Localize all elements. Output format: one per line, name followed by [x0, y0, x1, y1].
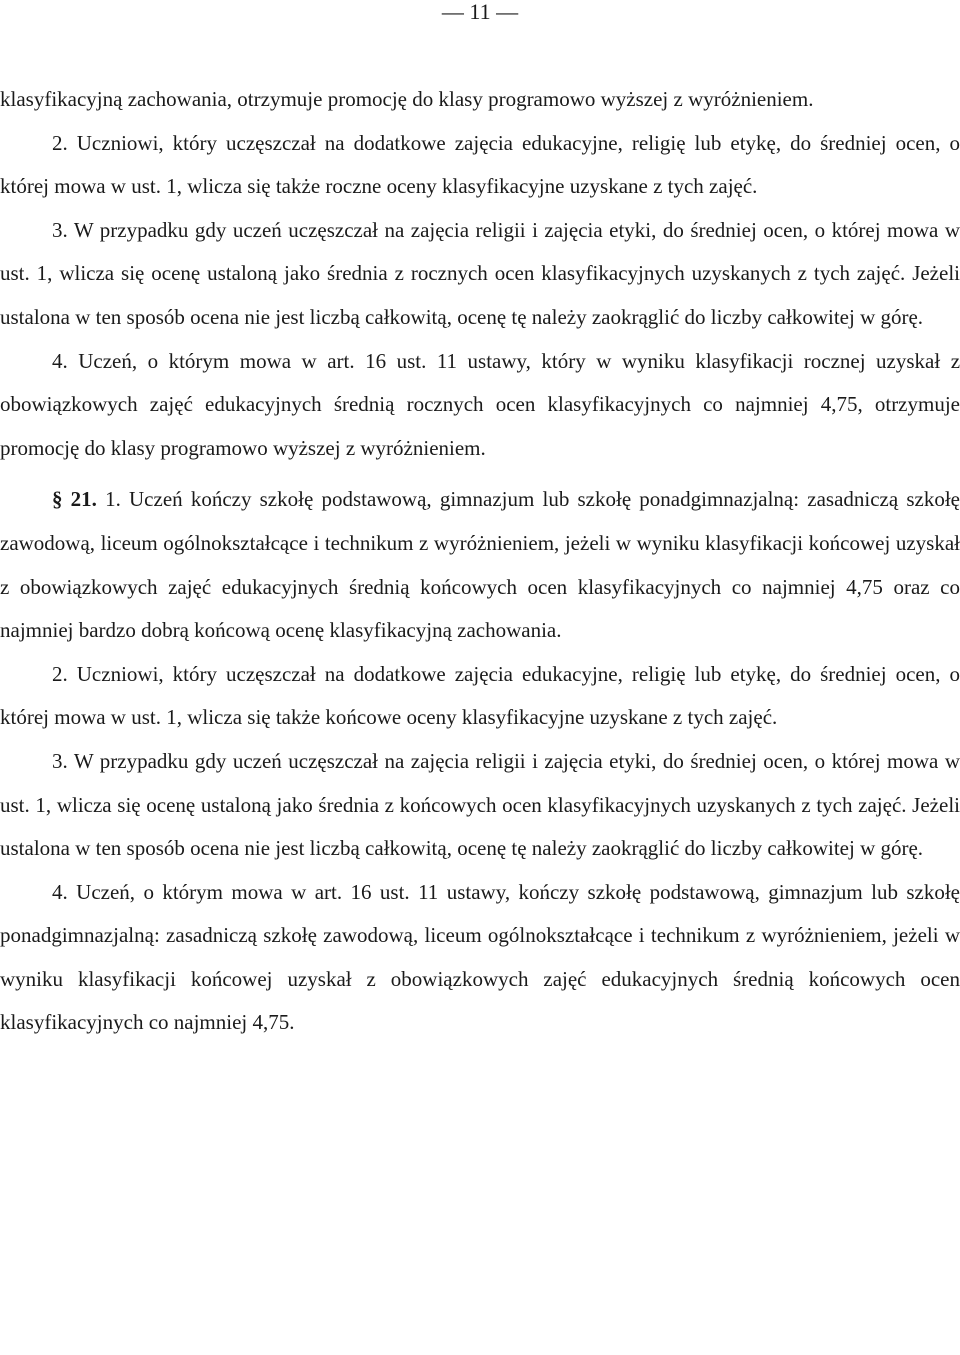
- paragraph-4: [0, 340, 960, 471]
- paragraph-number: 3.: [52, 217, 68, 242]
- paragraph-text: Uczeń, o którym mowa w art. 16 ust. 11 ustawy, kończy szkołę podstawową, gimnazjum lub szkołę ponadgimnazjalną: zasadniczą szkołę zawodową, liceum ogólnokształcące i technikum z wyróżnieniem, jeżeli w wyniku klasyfikacji końcowej uzyskał z obowiązkowych zajęć edukacyjnych średnią końcowych ocen klasyfikacyjnych co najmniej 4,75.: [0, 879, 960, 1035]
- paragraph-3: [0, 209, 960, 340]
- paragraph-number: 1.: [105, 487, 121, 512]
- paragraph-number: 4.: [52, 879, 68, 904]
- document-body: [0, 78, 960, 1045]
- section-21-paragraph-2: [0, 653, 960, 740]
- paragraph-text: Uczniowi, który uczęszczał na dodatkowe zajęcia edukacyjne, religię lub etykę, do średniej ocen, o której mowa w ust. 1, wlicza się także roczne oceny klasyfikacyjne uzyskane z tych zajęć.: [0, 130, 960, 199]
- section-21-paragraph-4: [0, 871, 960, 1045]
- paragraph-text: W przypadku gdy uczeń uczęszczał na zajęcia religii i zajęcia etyki, do średniej ocen, o której mowa w ust. 1, wlicza się ocenę ustaloną jako średnia z rocznych ocen klasyfikacyjnych uzyskanych z tych zajęć. Jeżeli ustalona w ten sposób ocena nie jest liczbą całkowitą, ocenę tę należy zaokrąglić do liczby całkowitej w górę.: [0, 217, 960, 329]
- paragraph-text: Uczeń kończy szkołę podstawową, gimnazjum lub szkołę ponadgimnazjalną: zasadniczą szkołę zawodową, liceum ogólnokształcące i technikum z wyróżnieniem, jeżeli w wyniku klasyfikacji końcowej uzyskał z obowiązkowych zajęć edukacyjnych średnią końcowych ocen klasyfikacyjnych co najmniej 4,75 oraz co najmniej bardzo dobrą końcową ocenę klasyfikacyjną zachowania.: [0, 487, 960, 643]
- section-21-paragraph-1: [0, 478, 960, 652]
- paragraph-number: 4.: [52, 348, 68, 373]
- paragraph-text: Uczeń, o którym mowa w art. 16 ust. 11 ustawy, który w wyniku klasyfikacji rocznej uzyskał z obowiązkowych zajęć edukacyjnych średnią rocznych ocen klasyfikacyjnych co najmniej 4,75, otrzymuje promocję do klasy programowo wyższej z wyróżnieniem.: [0, 348, 960, 460]
- paragraph-2: [0, 122, 960, 209]
- paragraph-continuation: [0, 78, 960, 122]
- page-number: — 11 —: [441, 0, 519, 24]
- paragraph-text: W przypadku gdy uczeń uczęszczał na zajęcia religii i zajęcia etyki, do średniej ocen, o której mowa w ust. 1, wlicza się ocenę ustaloną jako średnia z końcowych ocen klasyfikacyjnych uzyskanych z tych zajęć. Jeżeli ustalona w ten sposób ocena nie jest liczbą całkowitą, ocenę tę należy zaokrąglić do liczby całkowitej w górę.: [0, 748, 960, 861]
- paragraph-number: 3.: [52, 748, 68, 773]
- section-21-paragraph-3: [0, 740, 960, 871]
- paragraph-number: 2.: [52, 661, 68, 686]
- paragraph-text: Uczniowi, który uczęszczał na dodatkowe zajęcia edukacyjne, religię lub etykę, do średniej ocen, o której mowa w ust. 1, wlicza się także końcowe oceny klasyfikacyjne uzyskane z tych zajęć.: [0, 661, 960, 730]
- paragraph-text: klasyfikacyjną zachowania, otrzymuje promocję do klasy programowo wyższej z wyróżnieniem.: [0, 87, 814, 111]
- paragraph-number: 2.: [52, 130, 68, 155]
- section-mark: § 21.: [52, 487, 97, 512]
